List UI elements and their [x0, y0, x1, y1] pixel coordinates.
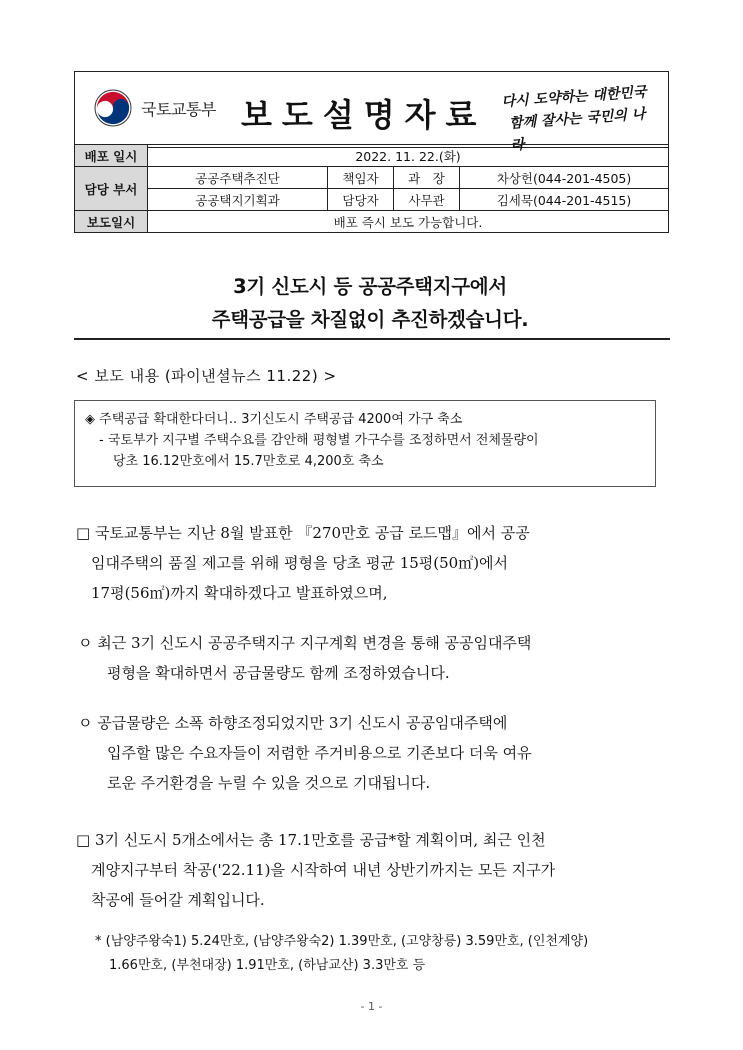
document-title: 보도설명자료	[241, 96, 487, 134]
slogan-line-2: 함께 잘사는 국민의 나라	[508, 106, 646, 154]
dept-1: 공공주택추진단	[148, 167, 328, 189]
paragraph-4	[76, 825, 676, 915]
header-box	[74, 71, 669, 154]
p2-line-2: 평형을 확대하면서 공급물량도 함께 조정하였습니다.	[107, 664, 450, 682]
title-1: 과 장	[394, 167, 460, 189]
page-number: - 1 -	[360, 1000, 383, 1013]
p2-line-1: ㅇ 최근 3기 신도시 공공주택지구 지구계획 변경을 통해 공공임대주택	[78, 634, 532, 652]
summary-line-2: - 국토부가 지구별 주택수요를 감안해 평형별 가구수를 조정하면서 전체물량이	[99, 433, 539, 448]
footnote	[95, 930, 675, 978]
headline	[70, 270, 670, 336]
ministry-name: 국토교통부	[141, 100, 216, 119]
dist-value: 2022. 11. 22.(화)	[148, 145, 669, 167]
paragraph-1	[76, 518, 676, 608]
p4-line-2: 계양지구부터 착공('22.11)을 시작하여 내년 상반기까지는 모든 지구가	[91, 861, 556, 879]
role-1: 책임자	[328, 167, 394, 189]
p1-line-2: 임대주택의 품질 제고를 위해 평형을 당초 평균 15평(50㎡)에서	[91, 554, 509, 572]
dept-2: 공공택지기획과	[148, 189, 328, 211]
contact-1: 차상헌(044-201-4505)	[460, 167, 669, 189]
dist-label: 배포 일시	[75, 145, 148, 167]
p3-line-2: 입주할 많은 수요자들이 저렴한 주거비용으로 기존보다 더욱 여유	[107, 744, 532, 762]
report-reference: < 보도 내용 (파이낸셜뉴스 11.22) >	[76, 367, 337, 385]
info-table	[74, 144, 669, 233]
government-logo-icon	[93, 88, 133, 128]
paragraph-2	[78, 628, 678, 688]
headline-rule	[74, 338, 670, 340]
p4-line-3: 착공에 들어갈 계획입니다.	[91, 891, 265, 909]
dept-label: 담당 부서	[75, 167, 148, 211]
report-label: 보도일시	[75, 211, 148, 233]
p1-line-3: 17평(56㎡)까지 확대하겠다고 발표하였으며,	[91, 584, 388, 602]
p3-line-3: 로운 주거환경을 누릴 수 있을 것으로 기대됩니다.	[107, 774, 431, 792]
paragraph-3	[78, 708, 678, 798]
p4-line-1: □ 3기 신도시 5개소에서는 총 17.1만호를 공급*할 계획이며, 최근 인천	[76, 831, 546, 849]
summary-box	[74, 400, 656, 487]
p3-line-1: ㅇ 공급물량은 소폭 하향조정되었지만 3기 신도시 공공임대주택에	[78, 714, 508, 732]
summary-line-3: 당초 16.12만호에서 15.7만호로 4,200호 축소	[113, 454, 384, 469]
p1-line-1: □ 국토교통부는 지난 8월 발표한 『270만호 공급 로드맵』에서 공공	[76, 524, 530, 542]
slogan-line-1: 다시 도약하는 대한민국	[501, 84, 647, 111]
footnote-line-2: 1.66만호, (부천대장) 1.91만호, (하남교산) 3.3만호 등	[109, 958, 426, 973]
role-2: 담당자	[328, 189, 394, 211]
footnote-line-1: * (남양주왕숙1) 5.24만호, (남양주왕숙2) 1.39만호, (고양창릉) 3.59만호, (인천계양)	[95, 934, 589, 949]
title-2: 사무관	[394, 189, 460, 211]
report-value: 배포 즉시 보도 가능합니다.	[148, 211, 669, 233]
contact-2: 김세묵(044-201-4515)	[460, 189, 669, 211]
headline-line-1: 3기 신도시 등 공공주택지구에서	[233, 275, 507, 298]
summary-line-1: ◈ 주택공급 확대한다더니.. 3기신도시 주택공급 4200여 가구 축소	[85, 412, 463, 427]
headline-line-2: 주택공급을 차질없이 추진하겠습니다.	[211, 308, 529, 331]
